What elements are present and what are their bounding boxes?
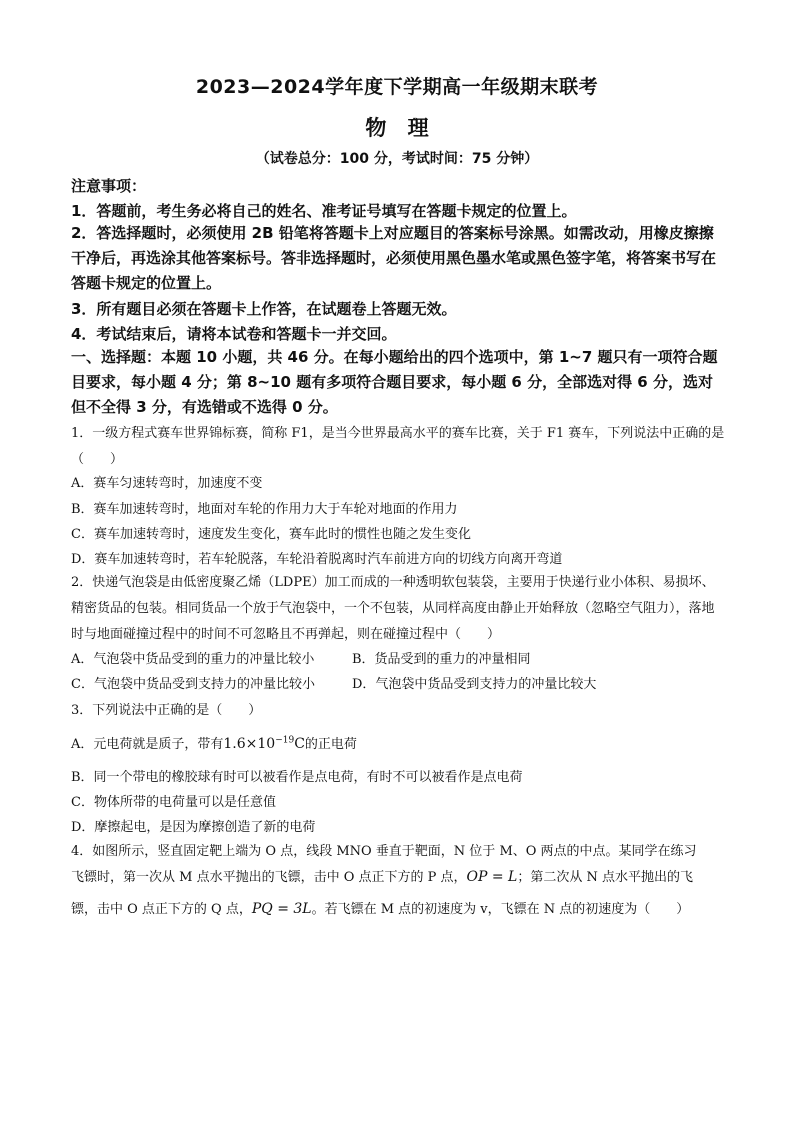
question-1-option-b: B．赛车加速转弯时，地面对车轮的作用力大于车轮对地面的作用力 [71, 502, 458, 517]
charge-unit: C [294, 736, 305, 752]
notice-item-2: 2．答选择题时，必须使用 2B 铅笔将答题卡上对应题目的答案标号涂黑。如需改动，用橡皮擦擦干净后，再选涂其他答案标号。答非选择题时，必须使用黑色墨水笔或黑色签字笔，将答案书写在答题卡规定的位置上。 [71, 224, 717, 292]
option-a-text: A．元电荷就是质子，带有 [71, 737, 224, 752]
question-3-stem: 3．下列说法中正确的是（ ） [71, 703, 262, 718]
question-2-stem: 2．快递气泡袋是由低密度聚乙烯（LDPE）加工而成的一种透明软包装袋，主要用于快递行业小体积、易损坏、精密货品的包装。相同货品一个放于气泡袋中，一个不包装，从同样高度由静止开始释放（忽略空气阻力），落地时与地面碰撞过程中的时间不可忽略且不再弹起，则在碰撞过程中（ ） [71, 575, 715, 642]
question-2-option-c: C．气泡袋中货品受到支持力的冲量比较小 [71, 677, 315, 692]
charge-exponent: −19 [275, 735, 295, 746]
question-4-line-2 [71, 866, 693, 885]
question-4-line-3 [71, 898, 689, 917]
question-2-option-a: A．气泡袋中货品受到的重力的冲量比较小 [71, 652, 315, 667]
question-1-option-a: A．赛车匀速转弯时，加速度不变 [71, 476, 263, 491]
question-4-line-1: 4．如图所示，竖直固定靶上端为 O 点，线段 MNO 垂直于靶面，N 位于 M、O 两点的中点。某同学在练习 [71, 844, 697, 859]
q4-text-a: 飞镖时，第一次从 M 点水平抛出的飞镖，击中 O 点正下方的 P 点， [71, 870, 467, 885]
notice-item-1: 1．答题前，考生务必将自己的姓名、准考证号填写在答题卡规定的位置上。 [71, 202, 577, 220]
charge-value: 1.6×10 [223, 736, 276, 752]
q4-text-c: 镖，击中 O 点正下方的 Q 点， [71, 902, 252, 917]
option-a-tail: 的正电荷 [304, 737, 357, 752]
exam-title: 2023—2024学年度下学期高一年级期末联考 [195, 76, 599, 98]
question-1-option-c: C．赛车加速转弯时，速度发生变化，赛车此时的惯性也随之发生变化 [71, 527, 471, 542]
question-1-stem: 1．一级方程式赛车世界锦标赛，简称 F1，是当今世界最高水平的赛车比赛，关于 F1 赛车，下列说法中正确的是（ ） [71, 426, 725, 467]
section-1-intro: 一、选择题：本题 10 小题，共 46 分。在每小题给出的四个选项中，第 1~7 题只有一项符合题目要求，每小题 4 分；第 8~10 题有多项符合题目要求，每小题 6 分，全部选对得 6 分，选对但不全得 3 分，有选错或不选得 0 分。 [71, 348, 718, 416]
question-3-option-c: C．物体所带的电荷量可以是任意值 [71, 795, 276, 810]
equation-op-l: OP = L [466, 869, 518, 885]
subject-title: 物 理 [365, 116, 429, 140]
question-3-option-d: D．摩擦起电，是因为摩擦创造了新的电荷 [71, 820, 316, 835]
question-1-option-d: D．赛车加速转弯时，若车轮脱落，车轮沿着脱离时汽车前进方向的切线方向离开弯道 [71, 552, 563, 567]
question-2-option-d: D．气泡袋中货品受到支持力的冲量比较大 [352, 677, 597, 692]
notice-item-3: 3．所有题目必须在答题卡上作答，在试题卷上答题无效。 [71, 300, 457, 318]
equation-pq-3l: PQ = 3L [251, 901, 312, 917]
notice-item-4: 4．考试结束后，请将本试卷和答题卡一并交回。 [71, 325, 397, 343]
notice-heading: 注意事项： [71, 177, 147, 195]
q4-text-d: 。若飞镖在 M 点的初速度为 v，飞镖在 N 点的初速度为（ ） [311, 902, 690, 917]
question-2-option-b: B．货品受到的重力的冲量相同 [352, 652, 531, 667]
q4-text-b: ；第二次从 N 点水平抛出的飞 [517, 870, 693, 885]
question-3-option-b: B．同一个带电的橡胶球有时可以被看作是点电荷，有时不可以被看作是点电荷 [71, 770, 523, 785]
question-3-option-a [71, 733, 357, 752]
exam-meta: （试卷总分：100 分，考试时间：75 分钟） [255, 151, 539, 167]
